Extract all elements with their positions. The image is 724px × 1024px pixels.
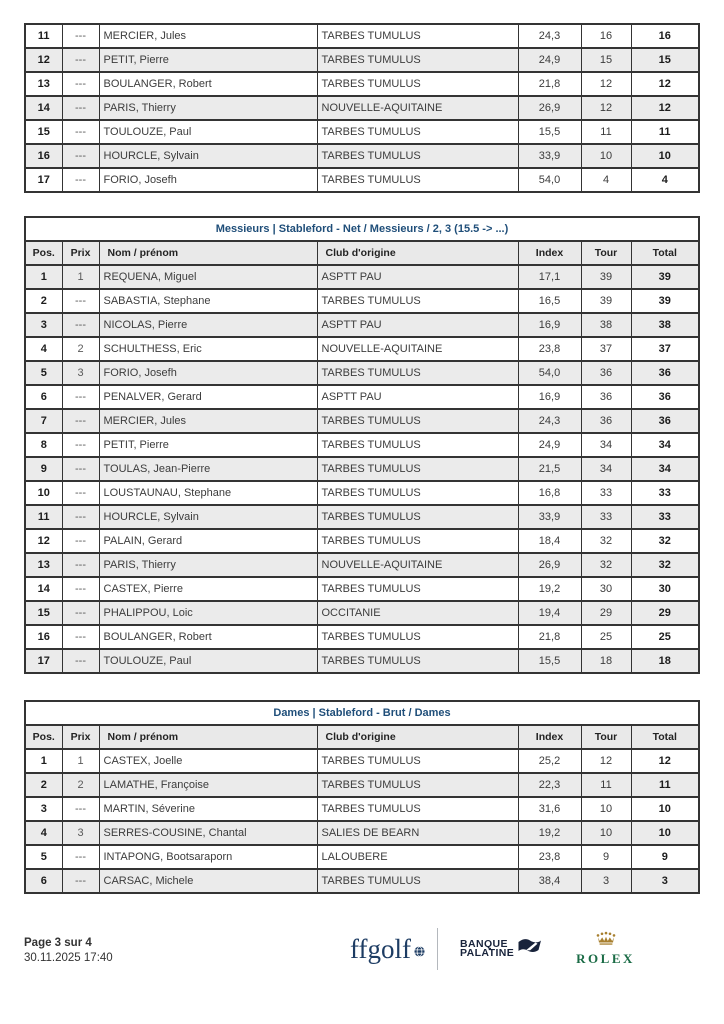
tour-cell: 34 xyxy=(581,433,631,457)
total-cell: 12 xyxy=(631,96,699,120)
club-cell: NOUVELLE-AQUITAINE xyxy=(317,337,518,361)
table-row xyxy=(25,96,699,120)
pos-cell: 8 xyxy=(25,433,62,457)
tour-cell: 25 xyxy=(581,625,631,649)
pos-cell: 3 xyxy=(25,797,62,821)
total-cell: 34 xyxy=(631,457,699,481)
club-cell: LALOUBERE xyxy=(317,845,518,869)
tour-cell: 34 xyxy=(581,457,631,481)
name-cell: REQUENA, Miguel xyxy=(99,265,317,289)
club-cell: TARBES TUMULUS xyxy=(317,48,518,72)
club-cell: ASPTT PAU xyxy=(317,265,518,289)
total-cell: 18 xyxy=(631,649,699,673)
index-cell: 24,9 xyxy=(518,433,581,457)
table-row xyxy=(25,337,699,361)
club-cell: TARBES TUMULUS xyxy=(317,577,518,601)
table-row xyxy=(25,749,699,773)
tour-cell: 10 xyxy=(581,144,631,168)
table-row xyxy=(25,265,699,289)
club-cell: TARBES TUMULUS xyxy=(317,869,518,893)
name-cell: BOULANGER, Robert xyxy=(99,625,317,649)
total-cell: 39 xyxy=(631,289,699,313)
tour-cell: 36 xyxy=(581,385,631,409)
index-cell: 23,8 xyxy=(518,337,581,361)
ffgolf-globe-icon xyxy=(414,933,425,964)
column-header-3: Club d'origine xyxy=(317,725,518,749)
index-cell: 33,9 xyxy=(518,144,581,168)
prix-cell: --- xyxy=(62,313,99,337)
pos-cell: 4 xyxy=(25,821,62,845)
prix-cell: --- xyxy=(62,481,99,505)
tour-cell: 36 xyxy=(581,409,631,433)
prix-cell: --- xyxy=(62,433,99,457)
total-cell: 11 xyxy=(631,120,699,144)
total-cell: 15 xyxy=(631,48,699,72)
club-cell: TARBES TUMULUS xyxy=(317,289,518,313)
name-cell: LOUSTAUNAU, Stephane xyxy=(99,481,317,505)
results-table-messieurs-net xyxy=(24,216,700,674)
table-row xyxy=(25,409,699,433)
pos-cell: 5 xyxy=(25,845,62,869)
table-row xyxy=(25,361,699,385)
total-cell: 10 xyxy=(631,797,699,821)
prix-cell: 1 xyxy=(62,749,99,773)
table-row xyxy=(25,649,699,673)
total-cell: 36 xyxy=(631,409,699,433)
table-row xyxy=(25,433,699,457)
page-footer xyxy=(24,933,698,1006)
total-cell: 30 xyxy=(631,577,699,601)
index-cell: 21,5 xyxy=(518,457,581,481)
tour-cell: 33 xyxy=(581,505,631,529)
prix-cell: --- xyxy=(62,797,99,821)
name-cell: FORIO, Josefh xyxy=(99,168,317,192)
tour-cell: 32 xyxy=(581,529,631,553)
pos-cell: 2 xyxy=(25,289,62,313)
pos-cell: 16 xyxy=(25,144,62,168)
table-row xyxy=(25,313,699,337)
total-cell: 10 xyxy=(631,144,699,168)
tour-cell: 32 xyxy=(581,553,631,577)
name-cell: MERCIER, Jules xyxy=(99,24,317,48)
index-cell: 15,5 xyxy=(518,649,581,673)
results-table-continuation xyxy=(24,23,700,193)
tour-cell: 29 xyxy=(581,601,631,625)
tour-cell: 39 xyxy=(581,265,631,289)
footer-divider xyxy=(437,928,438,970)
club-cell: NOUVELLE-AQUITAINE xyxy=(317,553,518,577)
tour-cell: 16 xyxy=(581,24,631,48)
name-cell: PARIS, Thierry xyxy=(99,96,317,120)
column-header-0: Pos. xyxy=(25,725,62,749)
total-cell: 32 xyxy=(631,529,699,553)
column-header-1: Prix xyxy=(62,725,99,749)
pos-cell: 11 xyxy=(25,505,62,529)
index-cell: 22,3 xyxy=(518,773,581,797)
table-row xyxy=(25,601,699,625)
name-cell: CARSAC, Michele xyxy=(99,869,317,893)
club-cell: TARBES TUMULUS xyxy=(317,481,518,505)
ffgolf-logo-text: ffgolf xyxy=(350,933,411,964)
prix-cell: --- xyxy=(62,869,99,893)
table-row xyxy=(25,168,699,192)
prix-cell: --- xyxy=(62,553,99,577)
pos-cell: 6 xyxy=(25,869,62,893)
total-cell: 38 xyxy=(631,313,699,337)
tour-cell: 11 xyxy=(581,773,631,797)
club-cell: TARBES TUMULUS xyxy=(317,433,518,457)
tour-cell: 30 xyxy=(581,577,631,601)
pos-cell: 7 xyxy=(25,409,62,433)
total-cell: 34 xyxy=(631,433,699,457)
club-cell: OCCITANIE xyxy=(317,601,518,625)
name-cell: SCHULTHESS, Eric xyxy=(99,337,317,361)
club-cell: TARBES TUMULUS xyxy=(317,505,518,529)
sponsor-logos xyxy=(350,928,635,970)
tour-cell: 9 xyxy=(581,845,631,869)
tour-cell: 18 xyxy=(581,649,631,673)
name-cell: LAMATHE, Françoise xyxy=(99,773,317,797)
table-row xyxy=(25,457,699,481)
column-header-5: Tour xyxy=(581,725,631,749)
index-cell: 24,3 xyxy=(518,409,581,433)
column-header-4: Index xyxy=(518,725,581,749)
table-row xyxy=(25,845,699,869)
table-row xyxy=(25,773,699,797)
index-cell: 54,0 xyxy=(518,361,581,385)
pos-cell: 16 xyxy=(25,625,62,649)
banque-palatine-logo xyxy=(460,937,542,961)
total-cell: 33 xyxy=(631,505,699,529)
table-title: Dames | Stableford - Brut / Dames xyxy=(25,701,699,725)
pos-cell: 6 xyxy=(25,385,62,409)
column-header-6: Total xyxy=(631,725,699,749)
table-row xyxy=(25,481,699,505)
name-cell: PENALVER, Gerard xyxy=(99,385,317,409)
index-cell: 25,2 xyxy=(518,749,581,773)
pos-cell: 9 xyxy=(25,457,62,481)
name-cell: MERCIER, Jules xyxy=(99,409,317,433)
index-cell: 21,8 xyxy=(518,625,581,649)
tour-cell: 11 xyxy=(581,120,631,144)
pos-cell: 3 xyxy=(25,313,62,337)
name-cell: PETIT, Pierre xyxy=(99,48,317,72)
index-cell: 24,3 xyxy=(518,24,581,48)
prix-cell: --- xyxy=(62,845,99,869)
table-row xyxy=(25,821,699,845)
tour-cell: 12 xyxy=(581,749,631,773)
prix-cell: --- xyxy=(62,505,99,529)
prix-cell: 2 xyxy=(62,773,99,797)
pos-cell: 10 xyxy=(25,481,62,505)
pos-cell: 1 xyxy=(25,749,62,773)
tour-cell: 4 xyxy=(581,168,631,192)
prix-cell: --- xyxy=(62,577,99,601)
table-row xyxy=(25,553,699,577)
ffgolf-logo xyxy=(350,934,425,965)
prix-cell: 2 xyxy=(62,337,99,361)
index-cell: 54,0 xyxy=(518,168,581,192)
banque-palatine-line2: PALATINE xyxy=(460,947,515,959)
name-cell: TOULAS, Jean-Pierre xyxy=(99,457,317,481)
banque-palatine-flag-icon xyxy=(516,937,542,961)
table-row xyxy=(25,289,699,313)
club-cell: TARBES TUMULUS xyxy=(317,120,518,144)
column-header-4: Index xyxy=(518,241,581,265)
table-row xyxy=(25,577,699,601)
tour-cell: 39 xyxy=(581,289,631,313)
name-cell: NICOLAS, Pierre xyxy=(99,313,317,337)
club-cell: SALIES DE BEARN xyxy=(317,821,518,845)
club-cell: TARBES TUMULUS xyxy=(317,625,518,649)
pos-cell: 12 xyxy=(25,48,62,72)
club-cell: TARBES TUMULUS xyxy=(317,168,518,192)
tour-cell: 15 xyxy=(581,48,631,72)
tour-cell: 38 xyxy=(581,313,631,337)
name-cell: BOULANGER, Robert xyxy=(99,72,317,96)
pos-cell: 5 xyxy=(25,361,62,385)
table-title: Messieurs | Stableford - Net / Messieurs / 2, 3 (15.5 -> ...) xyxy=(25,217,699,241)
pos-cell: 12 xyxy=(25,529,62,553)
table-row xyxy=(25,24,699,48)
name-cell: INTAPONG, Bootsaraporn xyxy=(99,845,317,869)
club-cell: TARBES TUMULUS xyxy=(317,144,518,168)
index-cell: 33,9 xyxy=(518,505,581,529)
column-header-2: Nom / prénom xyxy=(99,241,317,265)
tour-cell: 10 xyxy=(581,797,631,821)
index-cell: 23,8 xyxy=(518,845,581,869)
pos-cell: 11 xyxy=(25,24,62,48)
pos-cell: 14 xyxy=(25,96,62,120)
club-cell: TARBES TUMULUS xyxy=(317,773,518,797)
total-cell: 36 xyxy=(631,361,699,385)
total-cell: 36 xyxy=(631,385,699,409)
banque-palatine-text xyxy=(460,937,515,959)
column-header-3: Club d'origine xyxy=(317,241,518,265)
prix-cell: --- xyxy=(62,409,99,433)
club-cell: NOUVELLE-AQUITAINE xyxy=(317,96,518,120)
table-row xyxy=(25,869,699,893)
pos-cell: 2 xyxy=(25,773,62,797)
name-cell: PALAIN, Gerard xyxy=(99,529,317,553)
table-row xyxy=(25,48,699,72)
table-row xyxy=(25,529,699,553)
total-cell: 25 xyxy=(631,625,699,649)
page-number-label: Page 3 sur 4 xyxy=(24,937,92,949)
prix-cell: --- xyxy=(62,625,99,649)
banque-palatine-line1: BANQUE xyxy=(460,937,508,950)
table-row xyxy=(25,625,699,649)
prix-cell: --- xyxy=(62,601,99,625)
table-row xyxy=(25,144,699,168)
tour-cell: 12 xyxy=(581,96,631,120)
column-header-1: Prix xyxy=(62,241,99,265)
prix-cell: --- xyxy=(62,96,99,120)
index-cell: 16,5 xyxy=(518,289,581,313)
pos-cell: 17 xyxy=(25,168,62,192)
rolex-logo xyxy=(576,931,635,967)
prix-cell: --- xyxy=(62,289,99,313)
total-cell: 10 xyxy=(631,821,699,845)
index-cell: 19,4 xyxy=(518,601,581,625)
pos-cell: 14 xyxy=(25,577,62,601)
club-cell: TARBES TUMULUS xyxy=(317,457,518,481)
name-cell: TOULOUZE, Paul xyxy=(99,120,317,144)
total-cell: 4 xyxy=(631,168,699,192)
prix-cell: --- xyxy=(62,529,99,553)
table-row xyxy=(25,120,699,144)
tour-cell: 12 xyxy=(581,72,631,96)
prix-cell: --- xyxy=(62,144,99,168)
prix-cell: --- xyxy=(62,120,99,144)
index-cell: 16,9 xyxy=(518,385,581,409)
pos-cell: 15 xyxy=(25,601,62,625)
column-header-2: Nom / prénom xyxy=(99,725,317,749)
table-header-row xyxy=(25,725,699,749)
index-cell: 19,2 xyxy=(518,577,581,601)
prix-cell: --- xyxy=(62,457,99,481)
prix-cell: 1 xyxy=(62,265,99,289)
index-cell: 38,4 xyxy=(518,869,581,893)
column-header-0: Pos. xyxy=(25,241,62,265)
tour-cell: 36 xyxy=(581,361,631,385)
column-header-5: Tour xyxy=(581,241,631,265)
name-cell: HOURCLE, Sylvain xyxy=(99,505,317,529)
prix-cell: --- xyxy=(62,385,99,409)
index-cell: 18,4 xyxy=(518,529,581,553)
total-cell: 39 xyxy=(631,265,699,289)
name-cell: SERRES-COUSINE, Chantal xyxy=(99,821,317,845)
rolex-crown-icon xyxy=(595,931,617,950)
tour-cell: 3 xyxy=(581,869,631,893)
club-cell: TARBES TUMULUS xyxy=(317,24,518,48)
total-cell: 32 xyxy=(631,553,699,577)
total-cell: 3 xyxy=(631,869,699,893)
name-cell: SABASTIA, Stephane xyxy=(99,289,317,313)
results-table-dames-brut xyxy=(24,700,700,894)
name-cell: MARTIN, Séverine xyxy=(99,797,317,821)
name-cell: PARIS, Thierry xyxy=(99,553,317,577)
pos-cell: 15 xyxy=(25,120,62,144)
name-cell: PHALIPPOU, Loic xyxy=(99,601,317,625)
index-cell: 21,8 xyxy=(518,72,581,96)
prix-cell: 3 xyxy=(62,821,99,845)
total-cell: 16 xyxy=(631,24,699,48)
total-cell: 12 xyxy=(631,72,699,96)
table-row xyxy=(25,72,699,96)
name-cell: PETIT, Pierre xyxy=(99,433,317,457)
total-cell: 29 xyxy=(631,601,699,625)
name-cell: TOULOUZE, Paul xyxy=(99,649,317,673)
column-header-6: Total xyxy=(631,241,699,265)
index-cell: 26,9 xyxy=(518,96,581,120)
index-cell: 24,9 xyxy=(518,48,581,72)
index-cell: 19,2 xyxy=(518,821,581,845)
total-cell: 33 xyxy=(631,481,699,505)
index-cell: 15,5 xyxy=(518,120,581,144)
pos-cell: 4 xyxy=(25,337,62,361)
index-cell: 16,8 xyxy=(518,481,581,505)
club-cell: TARBES TUMULUS xyxy=(317,797,518,821)
club-cell: ASPTT PAU xyxy=(317,385,518,409)
name-cell: HOURCLE, Sylvain xyxy=(99,144,317,168)
index-cell: 26,9 xyxy=(518,553,581,577)
club-cell: ASPTT PAU xyxy=(317,313,518,337)
prix-cell: --- xyxy=(62,649,99,673)
total-cell: 37 xyxy=(631,337,699,361)
name-cell: CASTEX, Joelle xyxy=(99,749,317,773)
prix-cell: --- xyxy=(62,24,99,48)
name-cell: FORIO, Josefh xyxy=(99,361,317,385)
total-cell: 12 xyxy=(631,749,699,773)
pos-cell: 13 xyxy=(25,553,62,577)
print-datetime-label: 30.11.2025 17:40 xyxy=(24,952,113,964)
name-cell: CASTEX, Pierre xyxy=(99,577,317,601)
index-cell: 16,9 xyxy=(518,313,581,337)
table-header-row xyxy=(25,241,699,265)
prix-cell: 3 xyxy=(62,361,99,385)
pos-cell: 1 xyxy=(25,265,62,289)
total-cell: 11 xyxy=(631,773,699,797)
pos-cell: 13 xyxy=(25,72,62,96)
tour-cell: 33 xyxy=(581,481,631,505)
club-cell: TARBES TUMULUS xyxy=(317,529,518,553)
club-cell: TARBES TUMULUS xyxy=(317,649,518,673)
index-cell: 31,6 xyxy=(518,797,581,821)
prix-cell: --- xyxy=(62,168,99,192)
pos-cell: 17 xyxy=(25,649,62,673)
tour-cell: 37 xyxy=(581,337,631,361)
total-cell: 9 xyxy=(631,845,699,869)
index-cell: 17,1 xyxy=(518,265,581,289)
club-cell: TARBES TUMULUS xyxy=(317,361,518,385)
club-cell: TARBES TUMULUS xyxy=(317,72,518,96)
table-row xyxy=(25,385,699,409)
rolex-logo-text: ROLEX xyxy=(576,951,635,966)
tour-cell: 10 xyxy=(581,821,631,845)
club-cell: TARBES TUMULUS xyxy=(317,749,518,773)
prix-cell: --- xyxy=(62,48,99,72)
prix-cell: --- xyxy=(62,72,99,96)
table-row xyxy=(25,797,699,821)
table-row xyxy=(25,505,699,529)
club-cell: TARBES TUMULUS xyxy=(317,409,518,433)
